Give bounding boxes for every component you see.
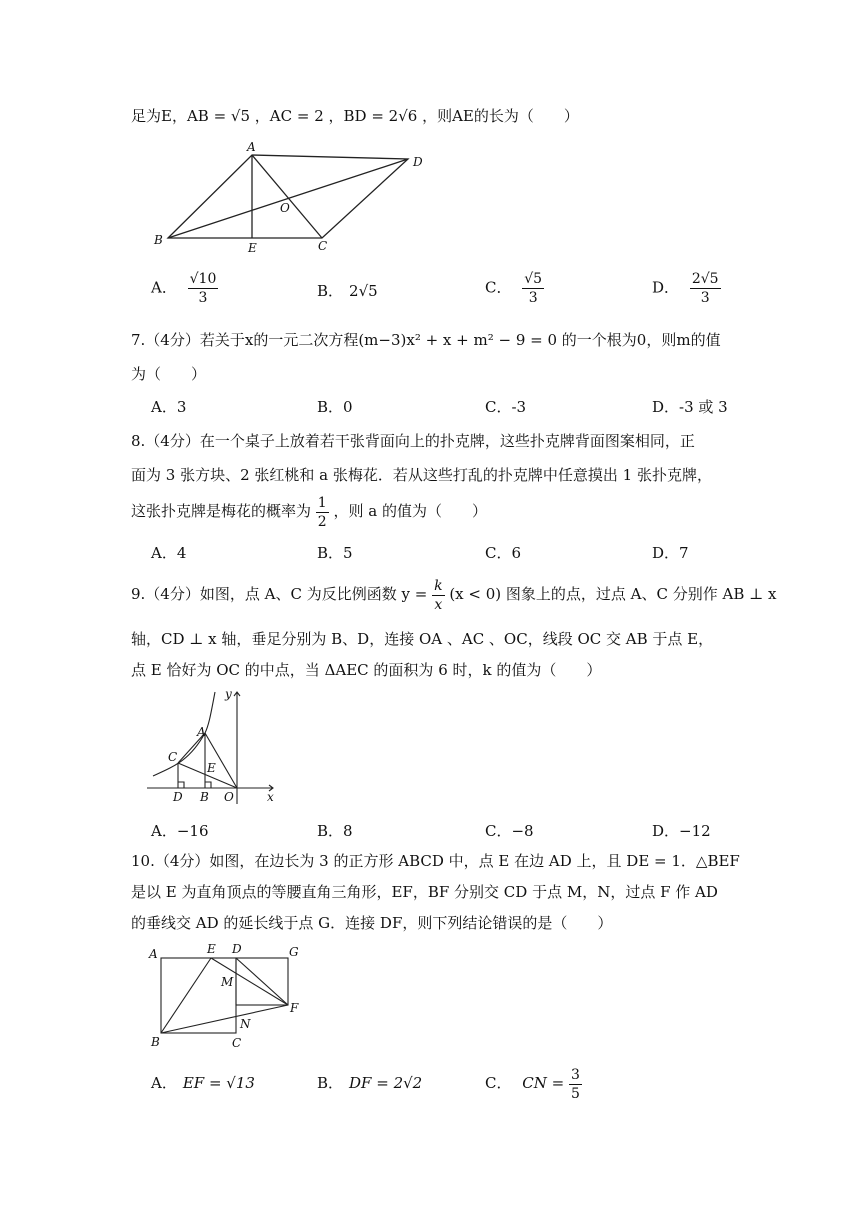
q6-label-o: O: [280, 201, 290, 215]
q7-option-a: A．3: [151, 398, 187, 416]
q6-parallelogram-figure: [150, 140, 430, 260]
q9-label-c: C: [168, 750, 178, 764]
q10-stem-line2: 是以 E 为直角顶点的等腰直角三角形，EF，BF 分别交 CD 于点 M，N，过点 F 作 AD: [131, 883, 718, 901]
q9-label-y: y: [225, 688, 232, 701]
q6-stem: 足为E，AB = √5 ，AC = 2 ，BD = 2√6 ，则AE的长为（ ）: [131, 107, 579, 125]
q8-stem-line1: 8.（4分）在一个桌子上放着若干张背面向上的扑克牌，这些扑克牌背面图案相同，正: [131, 432, 695, 450]
q9-label-b: B: [200, 790, 209, 804]
q10-label-m: M: [221, 975, 234, 989]
q9-right-angle-b: [205, 782, 211, 788]
q6-option-b: B． 2√5: [317, 282, 378, 300]
q10-label-b: B: [151, 1035, 160, 1049]
q9-option-b: B．8: [317, 822, 353, 840]
q10-segment-be: [161, 958, 211, 1033]
q10-option-b: B． DF = 2√2: [317, 1074, 423, 1092]
q10-stem-line1: 10.（4分）如图，在边长为 3 的正方形 ABCD 中，点 E 在边 AD 上，且 DE = 1．△BEF: [131, 852, 740, 870]
q10-label-g: G: [289, 945, 299, 959]
q8-stem-line3: 这张扑克牌是梅花的概率为 $\frac{1}{2}$ ，则 a 的值为（ ）: [131, 494, 487, 530]
q10-label-e: E: [207, 942, 216, 956]
q6-label-b: B: [154, 233, 163, 247]
q9-label-a: A: [197, 725, 206, 739]
q10-label-c: C: [232, 1036, 242, 1050]
q10-stem-line3: 的垂线交 AD 的延长线于点 G．连接 DF，则下列结论错误的是（ ）: [131, 914, 613, 932]
q10-label-n: N: [240, 1017, 251, 1031]
q6-option-d: D． $\frac{2√5}{3}$: [652, 271, 719, 306]
q8-stem-line2: 面为 3 张方块、2 张红桃和 a 张梅花．若从这些打乱的扑克牌中任意摸出 1 张扑克牌，: [131, 466, 712, 484]
q10-segment-bf: [161, 1005, 288, 1033]
q6-option-c: C． $\frac{√5}{3}$: [485, 271, 543, 306]
q7-option-b: B．0: [317, 398, 353, 416]
q10-square-abcd: [161, 958, 236, 1033]
q8-option-d: D．7: [652, 544, 689, 562]
q9-label-d: D: [173, 790, 183, 804]
q6-label-d: D: [413, 155, 423, 169]
q7-stem-line2: 为（ ）: [131, 365, 207, 383]
q9-option-a: A．−16: [151, 822, 209, 840]
q6-label-a: A: [247, 140, 256, 154]
q10-option-c: C． CN = $\frac{3}{5}$: [485, 1066, 580, 1102]
q9-stem-line1: 9.（4分）如图，点 A、C 为反比例函数 y = $\frac{k}{x}$ (x < 0) 图象上的点，过点 A、C 分别作 AB ⊥ x: [131, 577, 777, 613]
q6-option-a: A． $\frac{√10}{3}$: [151, 271, 217, 306]
q6-label-c: C: [318, 239, 328, 253]
q10-square-figure: [145, 940, 315, 1055]
q6-label-e: E: [248, 241, 257, 255]
q6-diagonal-ac: [252, 155, 322, 238]
q9-option-c: C．−8: [485, 822, 534, 840]
q9-function-graph-figure: [145, 688, 285, 808]
q10-label-f: F: [290, 1001, 299, 1015]
q7-stem-line1: 7.（4分）若关于x的一元二次方程(m−3)x² + x + m² − 9 = 0 的一个根为0，则m的值: [131, 331, 721, 349]
q8-option-c: C．6: [485, 544, 522, 562]
q9-label-o: O: [224, 790, 234, 804]
q10-label-d: D: [232, 942, 242, 956]
q8-option-b: B．5: [317, 544, 353, 562]
q8-option-a: A．4: [151, 544, 187, 562]
q9-right-angle-d: [178, 782, 184, 788]
q9-label-e: E: [207, 761, 216, 775]
q6-diagonal-bd: [168, 159, 408, 238]
q9-stem-line2: 轴，CD ⊥ x 轴，垂足分别为 B、D，连接 OA 、AC 、OC，线段 OC 交 AB 于点 E，: [131, 630, 714, 648]
q9-option-d: D．−12: [652, 822, 711, 840]
q9-label-x: x: [267, 790, 274, 804]
q10-option-a: A． EF = √13: [151, 1074, 255, 1092]
q7-option-d: D．-3 或 3: [652, 398, 728, 416]
q9-stem-line3: 点 E 恰好为 OC 的中点，当 ΔAEC 的面积为 6 时，k 的值为（ ）: [131, 661, 602, 679]
q10-segment-df: [236, 958, 288, 1005]
q7-option-c: C．-3: [485, 398, 527, 416]
q10-label-a: A: [149, 947, 158, 961]
